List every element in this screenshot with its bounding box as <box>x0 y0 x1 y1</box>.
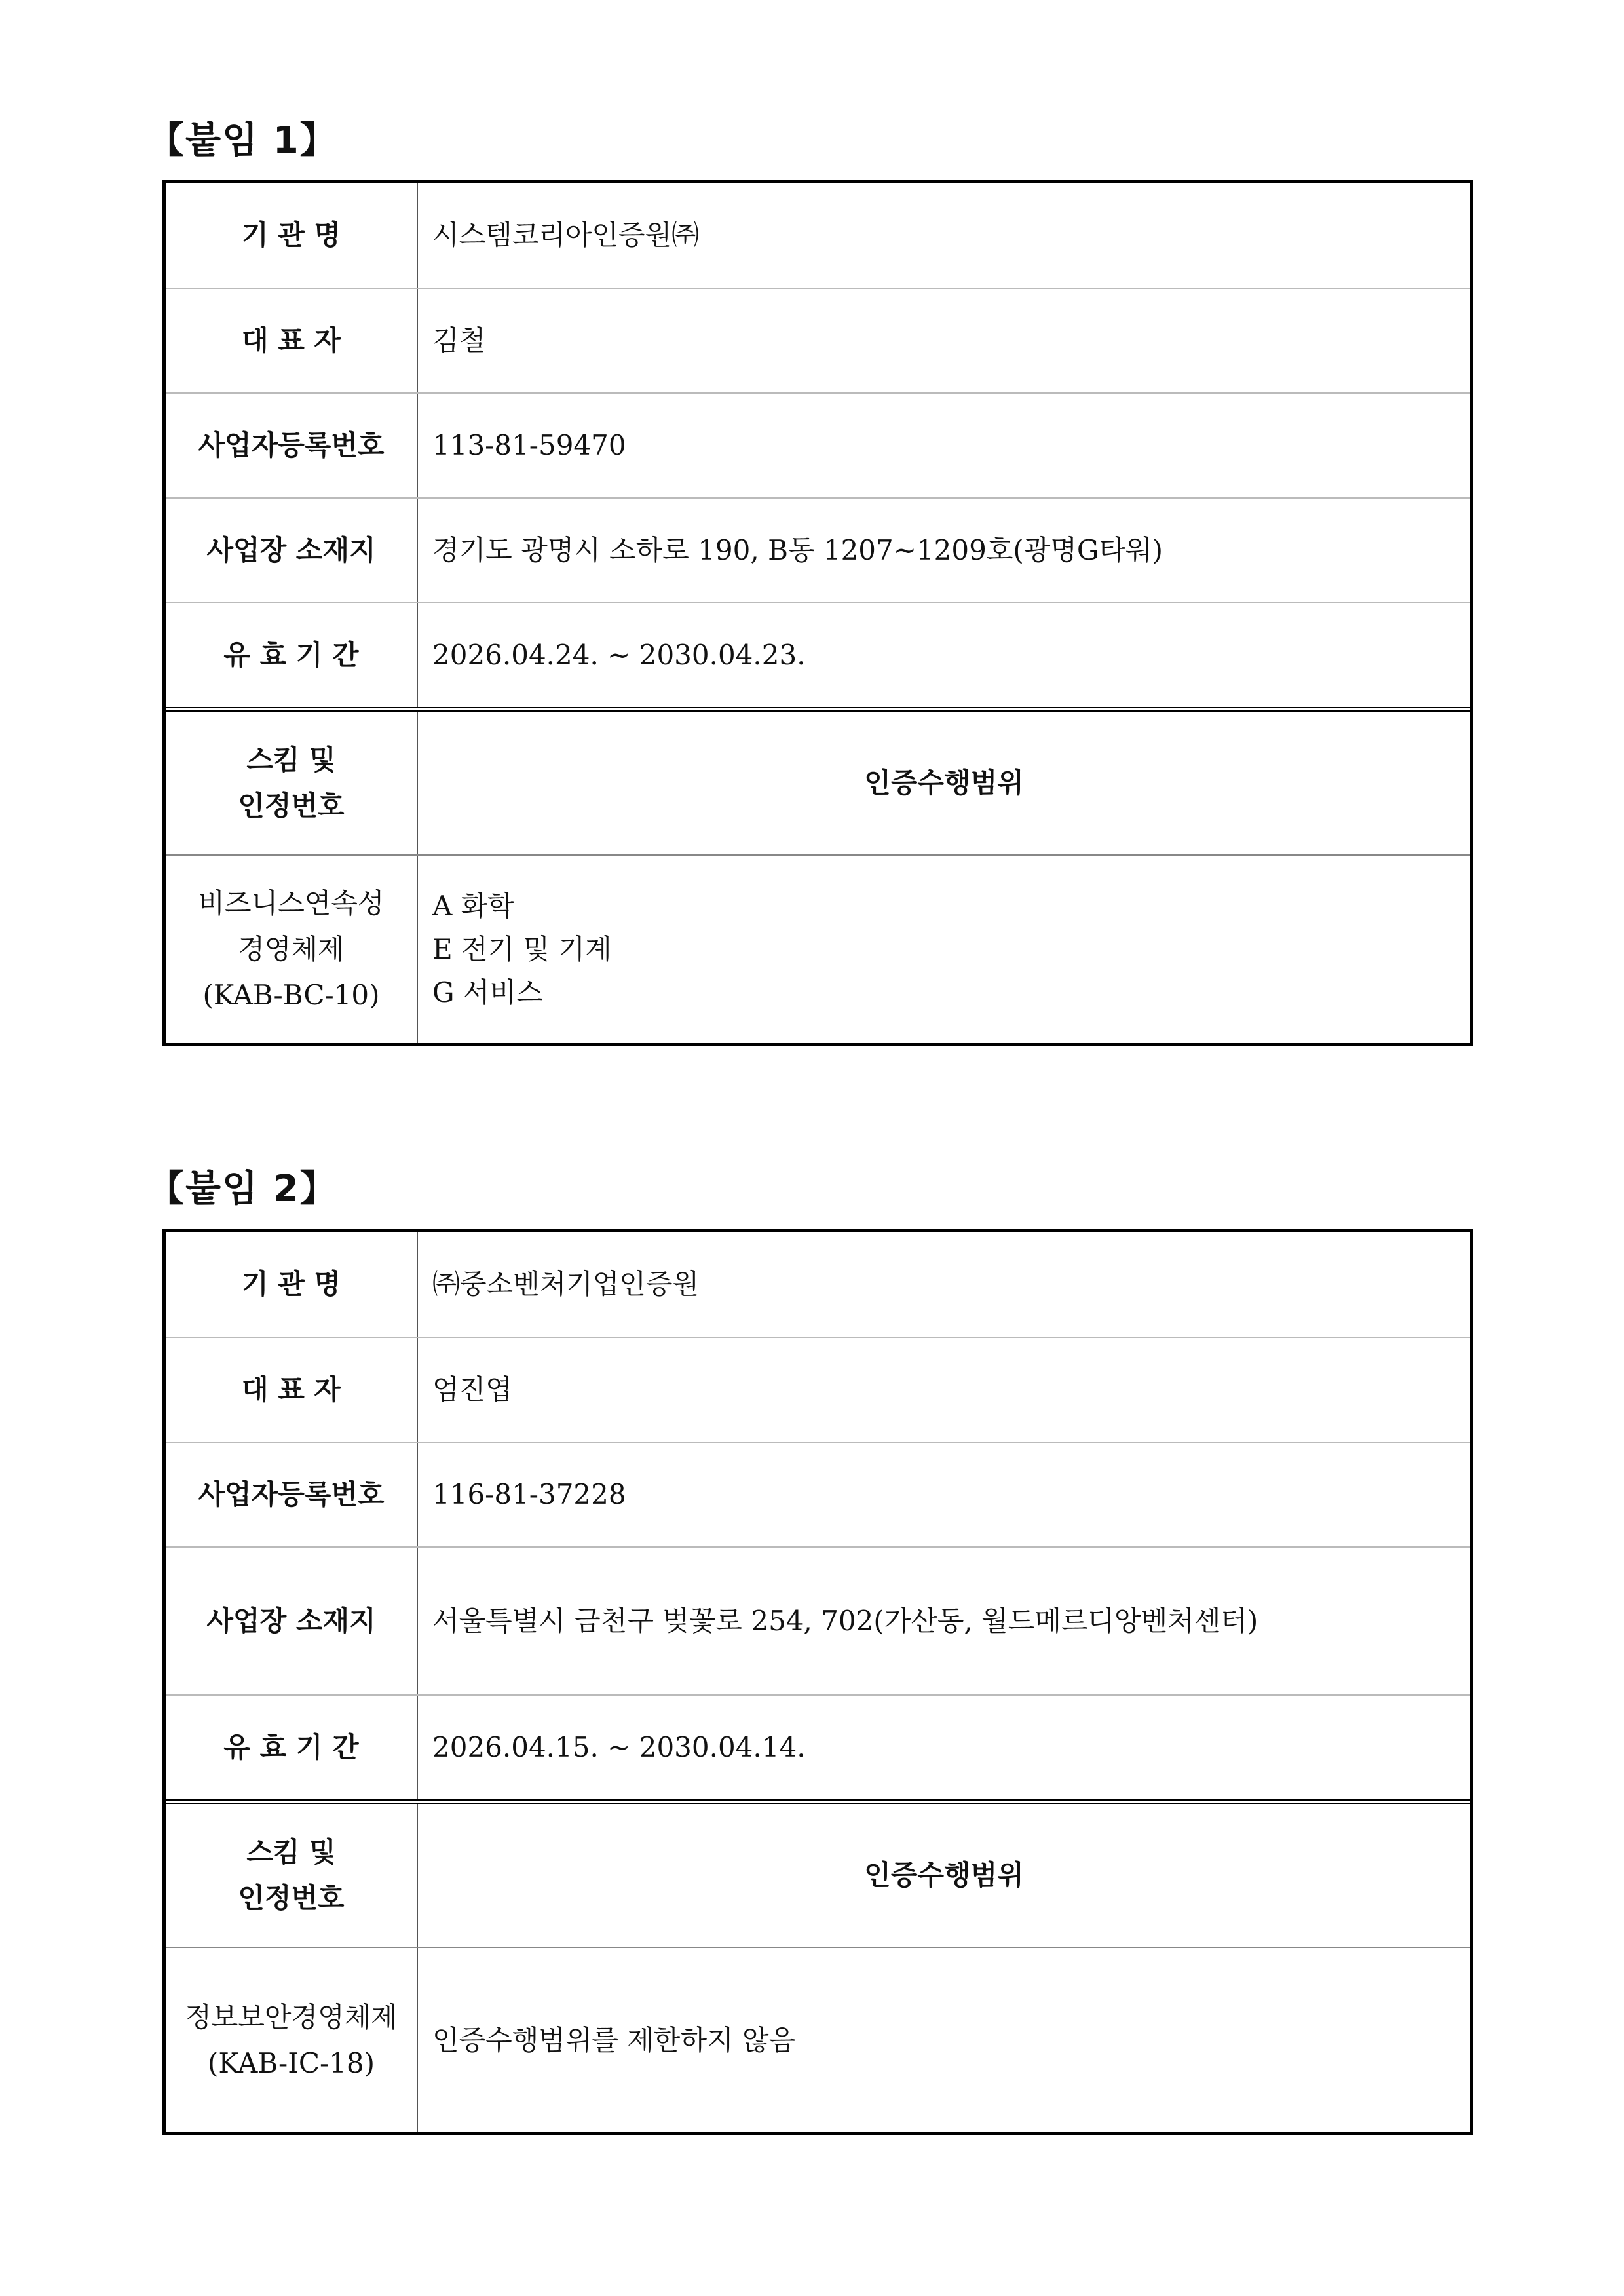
scope-header: 인증수행범위 <box>864 1859 1024 1891</box>
representative-row <box>166 1337 1470 1442</box>
representative-value: 엄진엽 <box>432 1373 512 1406</box>
org-name-value: ㈜중소벤처기업인증원 <box>432 1268 700 1300</box>
validity-value: 2026.04.24. ~ 2030.04.23. <box>432 639 806 671</box>
validity-row <box>166 1694 1470 1799</box>
address-value: 서울특별시 금천구 벚꽃로 254, 702(가산동, 월드메르디앙벤처센터) <box>432 1605 1258 1637</box>
org-name-row <box>166 1232 1470 1337</box>
business-number-row <box>166 392 1470 497</box>
org-name-label: 기 관 명 <box>166 1232 418 1337</box>
business-number-row <box>166 1442 1470 1546</box>
business-number-label: 사업자등록번호 <box>166 394 418 497</box>
attachment-1-table <box>162 180 1473 1046</box>
org-name-label: 기 관 명 <box>166 183 418 288</box>
address-label: 사업장 소재지 <box>166 499 418 602</box>
scheme-header-row <box>166 707 1470 854</box>
attachment-2-table <box>162 1229 1473 2135</box>
scheme-label: 정보보안경영체제 (KAB-IC-18) <box>166 1948 418 2132</box>
representative-label: 대 표 자 <box>166 289 418 392</box>
scheme-label: 비즈니스연속성 경영체제 (KAB-BC-10) <box>166 856 418 1043</box>
address-value: 경기도 광명시 소하로 190, B동 1207~1209호(광명G타워) <box>432 534 1163 566</box>
address-label: 사업장 소재지 <box>166 1548 418 1694</box>
scope-header: 인증수행범위 <box>864 767 1024 799</box>
representative-label: 대 표 자 <box>166 1338 418 1442</box>
address-row <box>166 1546 1470 1694</box>
org-name-value: 시스템코리아인증원㈜ <box>432 219 700 251</box>
scope-value: A 화학 E 전기 및 기계 G 서비스 <box>432 889 612 1008</box>
representative-value: 김철 <box>432 324 486 356</box>
address-row <box>166 497 1470 602</box>
org-name-row <box>166 183 1470 288</box>
validity-label: 유 효 기 간 <box>166 603 418 707</box>
scheme-row <box>166 854 1470 1043</box>
scheme-row <box>166 1947 1470 2132</box>
validity-value: 2026.04.15. ~ 2030.04.14. <box>432 1731 806 1763</box>
business-number-value: 113-81-59470 <box>432 429 626 461</box>
business-number-value: 116-81-37228 <box>432 1478 626 1510</box>
scheme-header-row <box>166 1799 1470 1947</box>
attachment-1-title: 【붙임 1】 <box>147 119 338 162</box>
scheme-header-label: 스킴 및 인정번호 <box>166 1804 418 1947</box>
scheme-header-label: 스킴 및 인정번호 <box>166 712 418 854</box>
scope-value: 인증수행범위를 제한하지 않음 <box>432 2023 796 2056</box>
validity-row <box>166 602 1470 707</box>
business-number-label: 사업자등록번호 <box>166 1443 418 1546</box>
representative-row <box>166 288 1470 392</box>
attachment-2-title: 【붙임 2】 <box>147 1168 338 1210</box>
validity-label: 유 효 기 간 <box>166 1696 418 1799</box>
